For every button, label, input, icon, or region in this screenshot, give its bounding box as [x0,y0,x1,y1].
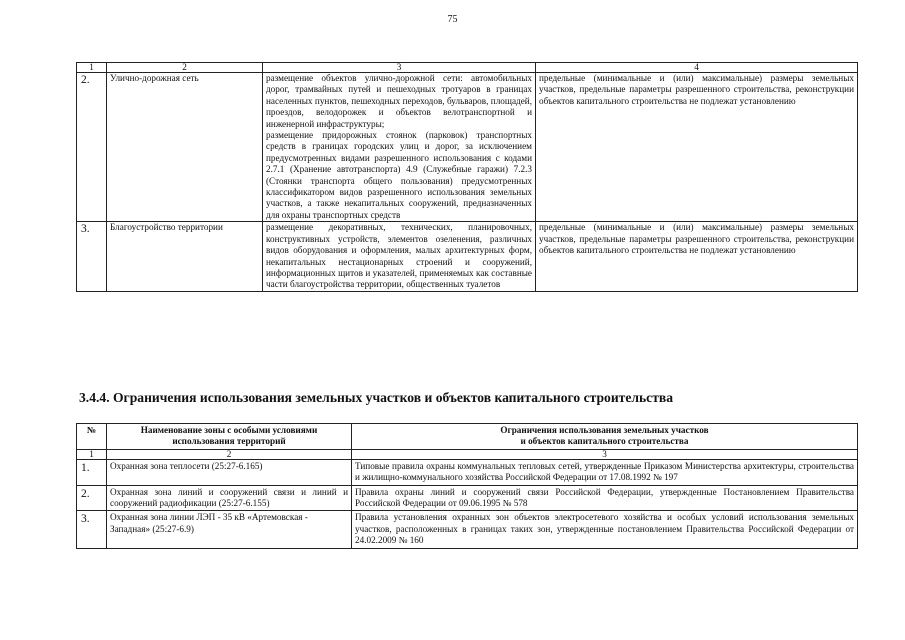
column-header-limits-line: Ограничения использования земельных участков [500,425,709,435]
row-number: 3. [77,222,107,291]
restriction-text: Правила установления охранных зон объектов электросетевого хозяйства и особых условий использования земельных участков, расположенных в границах таких зон, утвержденные постановлением Правительства Российской Федерации от 24.02.2009 № 160 [352,511,858,548]
permitted-use-table [76,62,858,292]
table-header-row [77,424,858,450]
zone-name: Охранная зона линии ЛЭП - 35 кВ «Артемовская - Западная» (25:27-6.9) [107,511,352,548]
restriction-text: Правила охраны линий и сооружений связи Российской Федерации, утвержденные Постановлением Правительства Российской Федерации от 09.06.1995 № 578 [352,485,858,511]
column-number: 3 [352,449,858,459]
table-row [77,459,858,485]
column-header-num: № [77,424,107,450]
column-header-limits [352,424,858,450]
table-row [77,511,858,548]
table-row [77,73,858,222]
column-number: 1 [77,449,107,459]
row-number: 2. [77,485,107,511]
use-description: размещение декоративных, технических, планировочных, конструктивных устройств, элементов озеленения, различных видов оборудования и оформления, малых архитектурных форм, некапитальных нестационарных строений и сооружений, информационных щитов и указателей, применяемых как составные части благоустройства территории, общественных туалетов [263,222,536,291]
column-number: 2 [107,63,263,73]
use-description-paragraph: размещение объектов улично-дорожной сети: автомобильных дорог, трамвайных путей и пешеходных тротуаров в границах населенных пунктов, пешеходных переходов, бульваров, площадей, проездов, велодорожек и объектов велотранспортной и инженерной инфраструктуры; [266,73,532,129]
use-type-name: Улично-дорожная сеть [107,73,263,222]
row-number: 3. [77,511,107,548]
column-number-row [77,63,858,73]
restriction-text: Типовые правила охраны коммунальных тепловых сетей, утвержденные Приказом Министерства архитектуры, строительства и жилищно-коммунального хозяйства Российской Федерации от 17.08.1992 № 197 [352,459,858,485]
column-number: 4 [536,63,858,73]
column-header-limits-line: и объектов капитального строительства [520,436,689,447]
column-number: 1 [77,63,107,73]
column-number: 2 [107,449,352,459]
zone-name: Охранная зона теплосети (25:27-6.165) [107,459,352,485]
row-number: 1. [77,459,107,485]
use-description-text [266,73,532,221]
column-header-zone-line: Наименование зоны с особыми условиями [140,425,318,435]
limit-parameters: предельные (минимальные и (или) максимальные) размеры земельных участков, предельные параметры разрешенного строительства, реконструкции объектов капитального строительства не подлежат установлению [536,222,858,291]
column-header-zone-line: использования территорий [172,436,286,447]
column-number: 3 [263,63,536,73]
use-description-paragraph: размещение придорожных стоянок (парковок) транспортных средств в границах городских улиц и дорог, за исключением предусмотренных видами разрешенного использования с кодами 2.7.1 (Хранение автотранспорта) 4.9 (Служебные гаражи) 7.2.3 (Стоянки транспорта общего пользования) предусмотренных классификатором видов разрешенного использования земельных участков, а также некапитальных сооружений, предназначенных для охраны транспортных средств [266,130,532,220]
column-number-row [77,449,858,459]
restrictions-table [76,423,858,549]
use-description [263,73,536,222]
zone-name: Охранная зона линий и сооружений связи и линий и сооружений радиофикации (25:27-6.155) [107,485,352,511]
limit-parameters: предельные (минимальные и (или) максимальные) размеры земельных участков, предельные параметры разрешенного строительства, реконструкции объектов капитального строительства не подлежат установлению [536,73,858,222]
page-number: 75 [447,14,458,25]
section-heading: 3.4.4. Ограничения использования земельных участков и объектов капитального строительства [79,390,674,405]
table-row [77,485,858,511]
use-type-name: Благоустройство территории [107,222,263,291]
column-header-zone [107,424,352,450]
table-row [77,222,858,291]
row-number: 2. [77,73,107,222]
